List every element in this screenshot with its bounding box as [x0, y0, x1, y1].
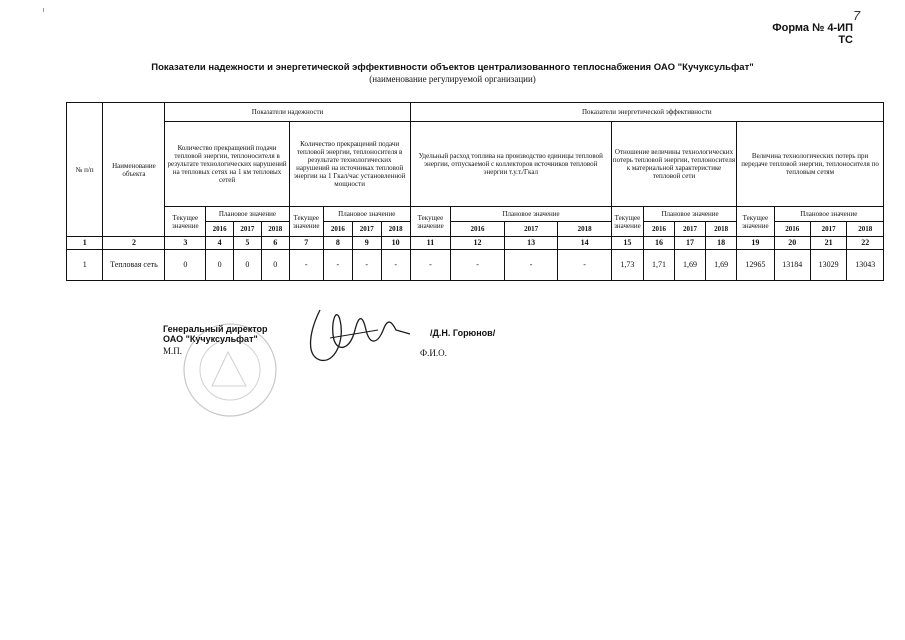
table-cell: -: [381, 250, 410, 281]
document-title: Показатели надежности и энергетической эффективности объектов централизованного теплоснабжения ОАО "Кучуксульфат": [151, 62, 754, 73]
header-planned: Плановое значение: [206, 207, 289, 222]
stamp-seal: [150, 300, 300, 420]
signatory-block: [163, 324, 268, 344]
header-year: 2017: [675, 222, 706, 237]
table-cell: 0: [261, 250, 289, 281]
column-number: 22: [847, 237, 884, 250]
column-number: 10: [381, 237, 410, 250]
table-cell: 1: [67, 250, 103, 281]
header-fuel-consumption: Удельный расход топлива на производство единицы тепловой энергии, отпускаемой с коллекторов источников тепловой энергии т.у.т./Гкал: [410, 122, 611, 207]
column-number: 17: [675, 237, 706, 250]
header-planned: Плановое значение: [451, 207, 612, 222]
scan-mark: [43, 8, 44, 12]
header-current: Текущее значение: [165, 207, 206, 237]
signature-image: [300, 300, 420, 370]
table-cell: 13029: [810, 250, 846, 281]
indicators-table: [66, 102, 884, 281]
table-cell: -: [352, 250, 381, 281]
column-number: 6: [261, 237, 289, 250]
signatory-position: Генеральный директор: [163, 324, 268, 334]
table-cell: -: [323, 250, 352, 281]
header-year: 2016: [206, 222, 234, 237]
header-efficiency: Показатели энергетической эффективности: [410, 103, 883, 122]
header-year: 2018: [558, 222, 612, 237]
header-year: 2017: [233, 222, 261, 237]
table-row: [67, 250, 884, 281]
table-cell: 0: [206, 250, 234, 281]
header-year: 2017: [504, 222, 558, 237]
column-number: 21: [810, 237, 846, 250]
column-number: 14: [558, 237, 612, 250]
header-reliability: Показатели надежности: [165, 103, 410, 122]
header-year: 2018: [261, 222, 289, 237]
header-current: Текущее значение: [611, 207, 643, 237]
table-cell: 13043: [847, 250, 884, 281]
column-number: 9: [352, 237, 381, 250]
header-loss-ratio: Отношение величины технологических потерь тепловой энергии, теплоносителя к материальной характеристике тепловой сети: [611, 122, 736, 207]
column-number: 11: [410, 237, 451, 250]
column-number: 20: [774, 237, 810, 250]
form-number-label: Форма № 4-ИП: [772, 22, 853, 34]
header-year: 2016: [643, 222, 674, 237]
column-number: 15: [611, 237, 643, 250]
header-year: 2017: [352, 222, 381, 237]
fio-label: Ф.И.О.: [420, 348, 447, 358]
header-year: 2018: [706, 222, 737, 237]
table-cell: 12965: [737, 250, 774, 281]
column-number: 19: [737, 237, 774, 250]
column-number: 18: [706, 237, 737, 250]
header-planned: Плановое значение: [774, 207, 883, 222]
form-number-suffix: ТС: [838, 34, 853, 46]
header-current: Текущее значение: [737, 207, 774, 237]
column-number: 8: [323, 237, 352, 250]
column-number: 13: [504, 237, 558, 250]
column-number: 7: [289, 237, 323, 250]
header-current: Текущее значение: [410, 207, 451, 237]
header-network-outages: Количество прекращений подачи тепловой энергии, теплоносителя в результате технологических нарушений на тепловых сетях на 1 км тепловых сетей: [165, 122, 289, 207]
header-planned: Плановое значение: [643, 207, 736, 222]
column-number: 3: [165, 237, 206, 250]
document-subtitle: (наименование регулируемой организации): [369, 74, 536, 84]
column-number: 4: [206, 237, 234, 250]
header-current: Текущее значение: [289, 207, 323, 237]
table-cell: 1,69: [675, 250, 706, 281]
column-numbers-row: [67, 237, 884, 250]
header-num: № п/п: [67, 103, 103, 237]
table-cell: Тепловая сеть: [103, 250, 165, 281]
stamp-label: М.П.: [163, 346, 183, 356]
signatory-name: /Д.Н. Горюнов/: [430, 328, 496, 338]
column-number: 2: [103, 237, 165, 250]
column-number: 5: [233, 237, 261, 250]
header-year: 2017: [810, 222, 846, 237]
table-cell: 0: [165, 250, 206, 281]
table-cell: 1,71: [643, 250, 674, 281]
table-cell: 1,73: [611, 250, 643, 281]
signatory-org: ОАО "Кучуксульфат": [163, 334, 258, 344]
header-year: 2018: [847, 222, 884, 237]
form-number: [772, 22, 853, 46]
table-cell: 1,69: [706, 250, 737, 281]
table-cell: -: [451, 250, 505, 281]
table-cell: -: [410, 250, 451, 281]
page-number: 7: [853, 8, 861, 23]
column-number: 12: [451, 237, 505, 250]
header-loss-value: Величина технологических потерь при передаче тепловой энергии, теплоносителя по тепловым сетям: [737, 122, 884, 207]
header-source-outages: Количество прекращений подачи тепловой энергии, теплоносителя в результате технологических нарушений на источниках тепловой энергии на 1 Гкал/час установленной мощности: [289, 122, 410, 207]
table-cell: 13184: [774, 250, 810, 281]
header-year: 2016: [323, 222, 352, 237]
header-object-name: Наименование объекта: [103, 103, 165, 237]
header-year: 2016: [774, 222, 810, 237]
header-year: 2018: [381, 222, 410, 237]
header-planned: Плановое значение: [323, 207, 410, 222]
table-cell: -: [504, 250, 558, 281]
table-cell: -: [289, 250, 323, 281]
header-year: 2016: [451, 222, 505, 237]
table-cell: 0: [233, 250, 261, 281]
column-number: 16: [643, 237, 674, 250]
column-number: 1: [67, 237, 103, 250]
table-cell: -: [558, 250, 612, 281]
